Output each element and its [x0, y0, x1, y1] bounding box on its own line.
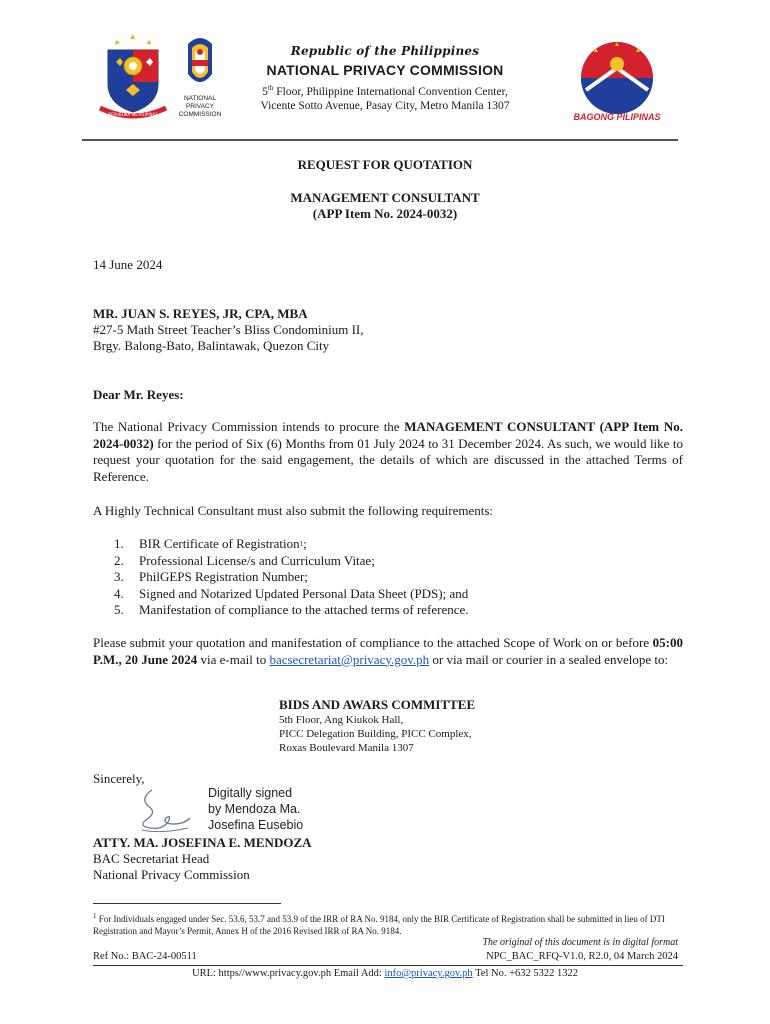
footer-divider — [93, 965, 683, 966]
bac-title: BIDS AND AWARS COMMITTEE — [279, 697, 476, 712]
bac-address-line-1: 5th Floor, Ang Kiukok Hall, — [279, 714, 404, 726]
list-item: 4. Signed and Notarized Updated Personal Data Sheet (PDS); and — [114, 585, 469, 601]
list-item: 2. Professional License/s and Curriculum Vitae; — [114, 552, 375, 568]
form-code: NPC_BAC_RFQ-V1.0, R2.0, 04 March 2024 — [486, 951, 678, 962]
body-paragraph-2: A Highly Technical Consultant must also submit the following requirements: — [93, 503, 493, 518]
recipient-address-1: #27-5 Math Street Teacher’s Bliss Condominium II, — [93, 322, 364, 337]
digital-signature-stamp — [208, 785, 303, 833]
bac-address-line-3: Roxas Boulevard Manila 1307 — [279, 742, 414, 754]
npc-logo-icon — [174, 34, 226, 120]
footnote: $^1$ For Individuals engaged under Sec. 53.6, 53.7 and 53.9 of the IRR of RA No. 9184, only the BIR Certificate of Registration shall be submitted in lieu of DTI Registration and Mayor’s Permit, Annex H of the 2016 Revised IRR of RA No. 9184. — [93, 912, 665, 936]
deadline: 05:00 P.M., 20 June 2024 — [93, 635, 683, 667]
letterhead — [240, 44, 530, 113]
address-line-2: Vicente Sotto Avenue, Pasay City, Metro Manila 1307 — [260, 99, 510, 112]
digital-sig-line-2: by Mendoza Ma. — [208, 802, 301, 816]
address-floor-sup: th — [267, 84, 274, 92]
ph-seal-text: REPUBLIKA NG PILIPINAS — [108, 112, 158, 117]
info-email-link[interactable]: info@privacy.gov.ph — [384, 968, 473, 979]
doc-date: 14 June 2024 — [93, 257, 163, 272]
ref-number: Ref No.: BAC-24-00511 — [93, 951, 197, 962]
p1-text-a: The National Privacy Commission intends to procure the — [93, 419, 405, 434]
address-line-1: Floor, Philippine International Convention Center, — [273, 85, 508, 98]
signatory-position: BAC Secretariat Head — [93, 851, 210, 866]
signatory-office: National Privacy Commission — [93, 867, 250, 882]
requirements-list — [114, 536, 469, 619]
republic-line: Republic of the Philippines — [290, 44, 480, 58]
recipient-address-2: Brgy. Balong-Bato, Balintawak, Quezon City — [93, 338, 330, 353]
agency-address — [240, 81, 530, 113]
philippine-seal-icon — [96, 32, 170, 120]
salutation: Dear Mr. Reyes: — [93, 387, 184, 402]
list-item: 5. Manifestation of compliance to the attached terms of reference. — [114, 602, 469, 617]
closing-sincerely: Sincerely, — [93, 771, 145, 786]
bagong-pilipinas-text: BAGONG PILIPINAS — [573, 112, 661, 122]
digital-sig-line-1: Digitally signed — [208, 786, 293, 800]
p1-text-c: for the period of Six (6) Months from 01 July 2024 to 31 December 2024. As such, we would like to request your quotation for the said engagement, the details of which are discussed in the attached Terms of Reference. — [93, 435, 683, 484]
recipient-name: MR. JUAN S. REYES, JR, CPA, MBA — [93, 306, 308, 321]
bac-address-line-2: PICC Delegation Building, PICC Complex, — [279, 728, 472, 740]
doc-subject: MANAGEMENT CONSULTANT — [290, 190, 480, 205]
bagong-pilipinas-logo-icon — [566, 38, 668, 124]
npc-logo-line-3: COMMISSION — [178, 111, 222, 118]
body-paragraph-3: Please submit your quotation and manifestation of compliance to the attached Scope of Work on or before 05:00 P.M., 20 June 2024 via e-mail to bacsecretariat@privacy.gov.ph or via mail or courier in a sealed envelope to: — [93, 635, 683, 667]
signatory-name: ATTY. MA. JOSEFINA E. MENDOZA — [93, 835, 312, 850]
bac-email-link[interactable]: bacsecretariat@privacy.gov.ph — [269, 651, 430, 667]
header-divider — [82, 139, 678, 141]
p1-text-bold: MANAGEMENT CONSULTANT (APP Item No. 2024-0032) — [93, 419, 683, 451]
body-paragraph-1 — [93, 419, 683, 485]
doc-title: REQUEST FOR QUOTATION — [297, 157, 473, 172]
footnote-divider — [93, 903, 281, 904]
list-item: 3. PhilGEPS Registration Number; — [114, 569, 308, 584]
agency-name: NATIONAL PRIVACY COMMISSION — [266, 62, 504, 78]
contact-line: URL: https//www.privacy.gov.ph Email Add: info@privacy.gov.ph Tel No. +632 5322 1322 — [191, 968, 579, 979]
npc-logo-line-1: NATIONAL — [183, 95, 217, 102]
bac-address-block — [279, 697, 475, 755]
signature-icon — [132, 784, 194, 836]
digital-sig-line-3: Josefina Eusebio — [208, 818, 304, 832]
doc-app-item: (APP Item No. 2024-0032) — [312, 206, 458, 221]
address-floor: 5 — [262, 85, 268, 98]
npc-logo-line-2: PRIVACY — [185, 103, 215, 110]
original-note: The original of this document is in digital format — [482, 937, 678, 948]
list-item: 1. BIR Certificate of Registration 1 ; — [114, 536, 307, 551]
